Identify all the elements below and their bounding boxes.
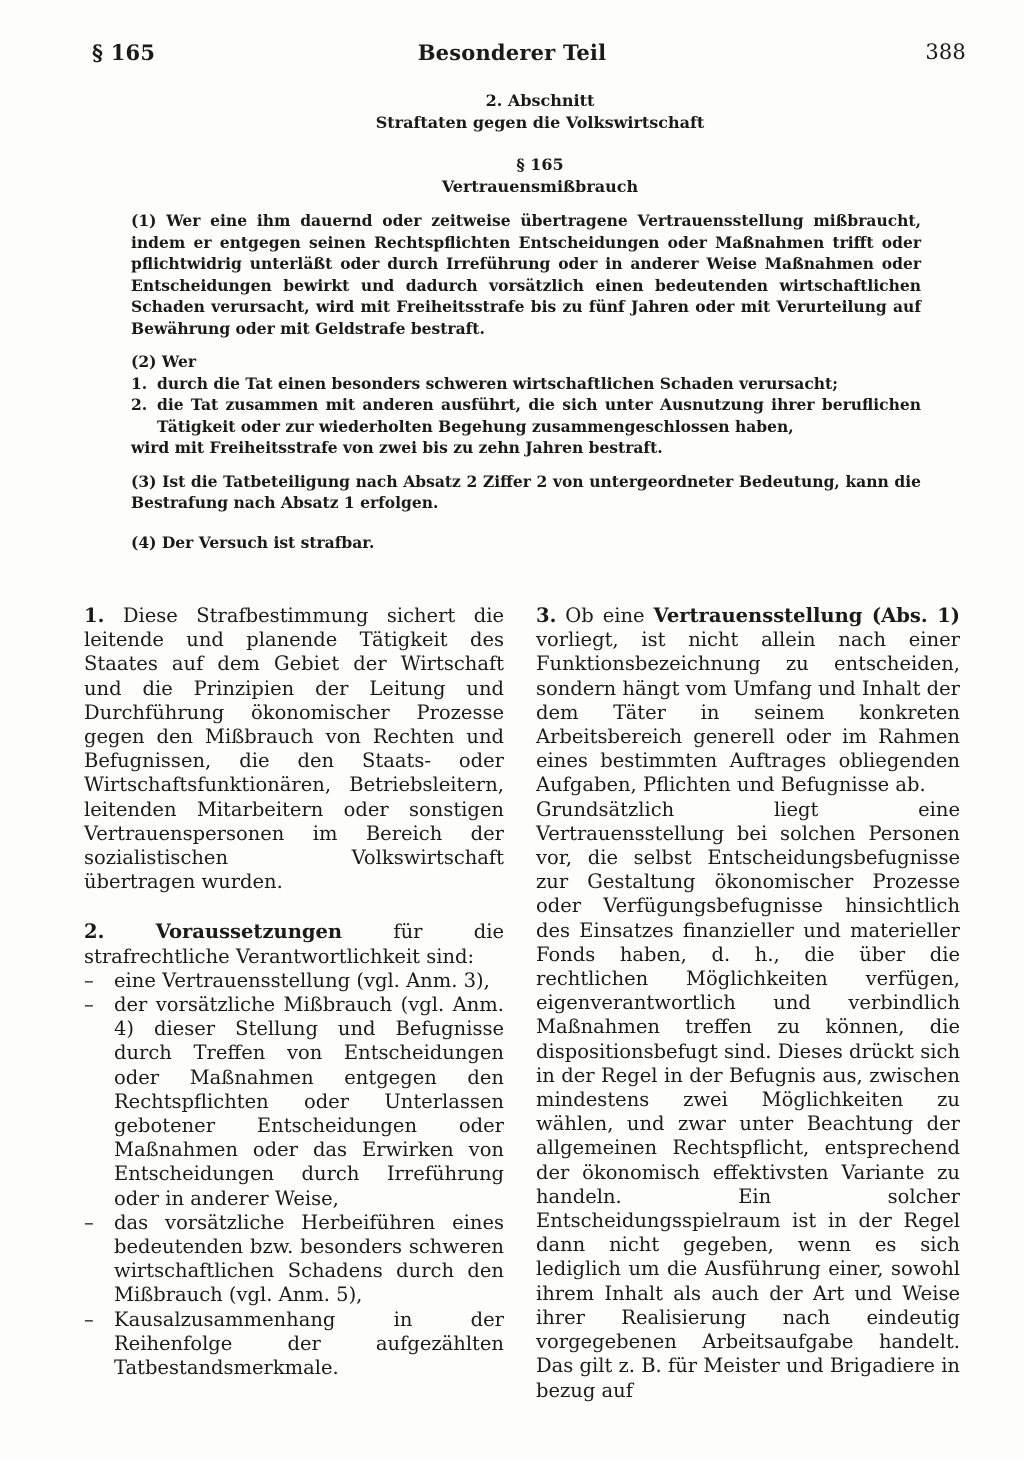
- dash-bullet: –: [84, 968, 94, 992]
- note-3-continuation: Grundsätzlich liegt eine Vertrauensstellung bei solchen Personen vor, die selbst Entscheidungsbefugnisse zur Gestaltung ökonomischer Prozesse oder Verfügungsbefugnisse hinsichtlich des Einsatzes finanzieller und materieller Fonds haben, d. h., die über die rechtlichen Möglichkeiten verfügen, eigenverantwortlich und verbindlich Maßnahmen treffen zu können, die dispositionsbefugt sind. Dieses drückt sich in der Regel in der Befugnis aus, zwischen mindestens zwei Möglichkeiten zu wählen, und zwar unter Beachtung der allgemeinen Rechtspflicht, entsprechend der ökonomisch effektivsten Variante zu handeln. Ein solcher Entscheidungsspielraum ist in der Regel dann nicht gegeben, wenn es sich lediglich um die Ausführung einer, sowohl ihrem Inhalt als auch der Art und Weise ihrer Realisierung nach eindeutig vorgegebenen Arbeitsaufgabe handelt. Das gilt z. B. für Meister und Brigadiere in bezug auf: [536, 797, 960, 1402]
- statute-list-item: [131, 373, 921, 395]
- list-text: das vorsätzliche Herbeiführen eines bedeutenden bzw. besonders schweren wirtschaftlichen Schadens durch den Mißbrauch (vgl. Anm. 5),: [114, 1210, 504, 1307]
- list-item: [84, 1308, 504, 1381]
- note-text: für die strafrechtliche Verantwortlichkeit sind:: [84, 920, 505, 968]
- statute-paragraph-2-close: wird mit Freiheitsstrafe von zwei bis zu zehn Jahren bestraft.: [131, 438, 663, 457]
- list-number: 2.: [131, 395, 148, 414]
- note-keyword: Voraussetzungen: [155, 920, 343, 944]
- dash-bullet: –: [84, 993, 94, 1017]
- statute-paragraph-3: (3) Ist die Tatbeteiligung nach Absatz 2 Ziffer 2 von untergeordneter Bedeutung, kann die Bestrafung nach Absatz 1 erfolgen.: [131, 471, 921, 512]
- statute-text: [131, 210, 921, 553]
- page-number: 388: [925, 40, 966, 64]
- list-text: eine Vertrauensstellung (vgl. Anm. 3),: [114, 968, 490, 992]
- commentary-left-column: [84, 604, 504, 1380]
- statute-paragraph-4: (4) Der Versuch ist strafbar.: [131, 532, 375, 552]
- note-text: vorliegt, ist nicht allein nach einer Funktionsbezeichnung zu entscheiden, sondern hängt vom Umfang und Inhalt der dem Täter in seinem konkreten Arbeitsbereich generell oder im Rahmen eines bestimmten Auftrages obliegenden Aufgaben, Pflichten und Befugnisse ab.: [536, 628, 960, 797]
- note-number: 3.: [536, 604, 557, 627]
- dash-bullet: –: [84, 1210, 94, 1234]
- note-1: [84, 604, 504, 894]
- commentary-right-column: [536, 604, 960, 1403]
- list-item: [84, 1211, 504, 1308]
- list-item: [84, 993, 504, 1211]
- header-part-title: Besonderer Teil: [417, 40, 607, 65]
- dash-bullet: –: [84, 1307, 94, 1331]
- header-section-ref: § 165: [92, 40, 156, 65]
- list-item: [84, 969, 504, 993]
- statute-paragraph-1: (1) Wer eine ihm dauernd oder zeitweise übertragene Vertrauensstellung mißbraucht, indem er entgegen seinen Rechtspflichten Entscheidungen oder Maßnahmen trifft oder pflichtwidrig unterläßt oder durch Irreführung oder in anderer Weise Maßnahmen oder Entscheidungen bewirkt und dadurch vorsätzlich einen bedeutenden wirtschaftlichen Schaden verursacht, wird mit Freiheitsstrafe bis zu fünf Jahren oder mit Verurteilung auf Bewährung oder mit Geldstrafe bestraft.: [131, 211, 921, 338]
- note-text-pre: Ob eine: [565, 604, 645, 627]
- list-text: durch die Tat einen besonders schweren wirtschaftlichen Schaden verursacht;: [157, 373, 838, 393]
- section-subheading: Straftaten gegen die Volkswirtschaft: [375, 113, 705, 132]
- note-3: [536, 604, 960, 798]
- note-keyword: Vertrauensstellung (Abs. 1): [653, 604, 960, 627]
- statute-list-item: [131, 394, 921, 437]
- paragraph-number: § 165: [516, 155, 564, 174]
- note-number: 2.: [84, 920, 105, 944]
- note-2: [84, 920, 504, 968]
- list-text: Kausalzusammenhang in der Reihenfolge der aufgezählten Tatbestandsmerkmale.: [114, 1307, 504, 1380]
- paragraph-title: Vertrauensmißbrauch: [441, 177, 639, 196]
- list-text: die Tat zusammen mit anderen ausführt, die sich unter Ausnutzung ihrer beruflichen Tätigkeit oder zur wiederholten Begehung zusammengeschlossen haben,: [157, 395, 921, 436]
- section-heading: 2. Abschnitt: [485, 91, 595, 110]
- statute-paragraph-2-intro: (2) Wer: [131, 352, 197, 371]
- list-number: 1.: [131, 373, 148, 393]
- note-text: Diese Strafbestimmung sichert die leitende und planende Tätigkeit des Staates auf dem Gebiet der Wirtschaft und die Prinzipien der Leitung und Durchführung ökonomischer Prozesse gegen den Mißbrauch von Rechten und Befugnissen, die den Staats- oder Wirtschaftsfunktionären, Betriebsleitern, leitenden Mitarbeitern oder sonstigen Vertrauenspersonen im Bereich der sozialistischen Volkswirtschaft übertragen wurden.: [84, 604, 505, 894]
- note-number: 1.: [84, 604, 105, 627]
- list-text: der vorsätzliche Mißbrauch (vgl. Anm. 4) dieser Stellung und Befugnisse durch Treffen von Entscheidungen oder Maßnahmen entgegen den Rechtspflichten oder Unterlassen gebotener Entscheidungen oder Maßnahmen oder das Erwirken von Entscheidungen durch Irreführung oder in anderer Weise,: [114, 993, 504, 1210]
